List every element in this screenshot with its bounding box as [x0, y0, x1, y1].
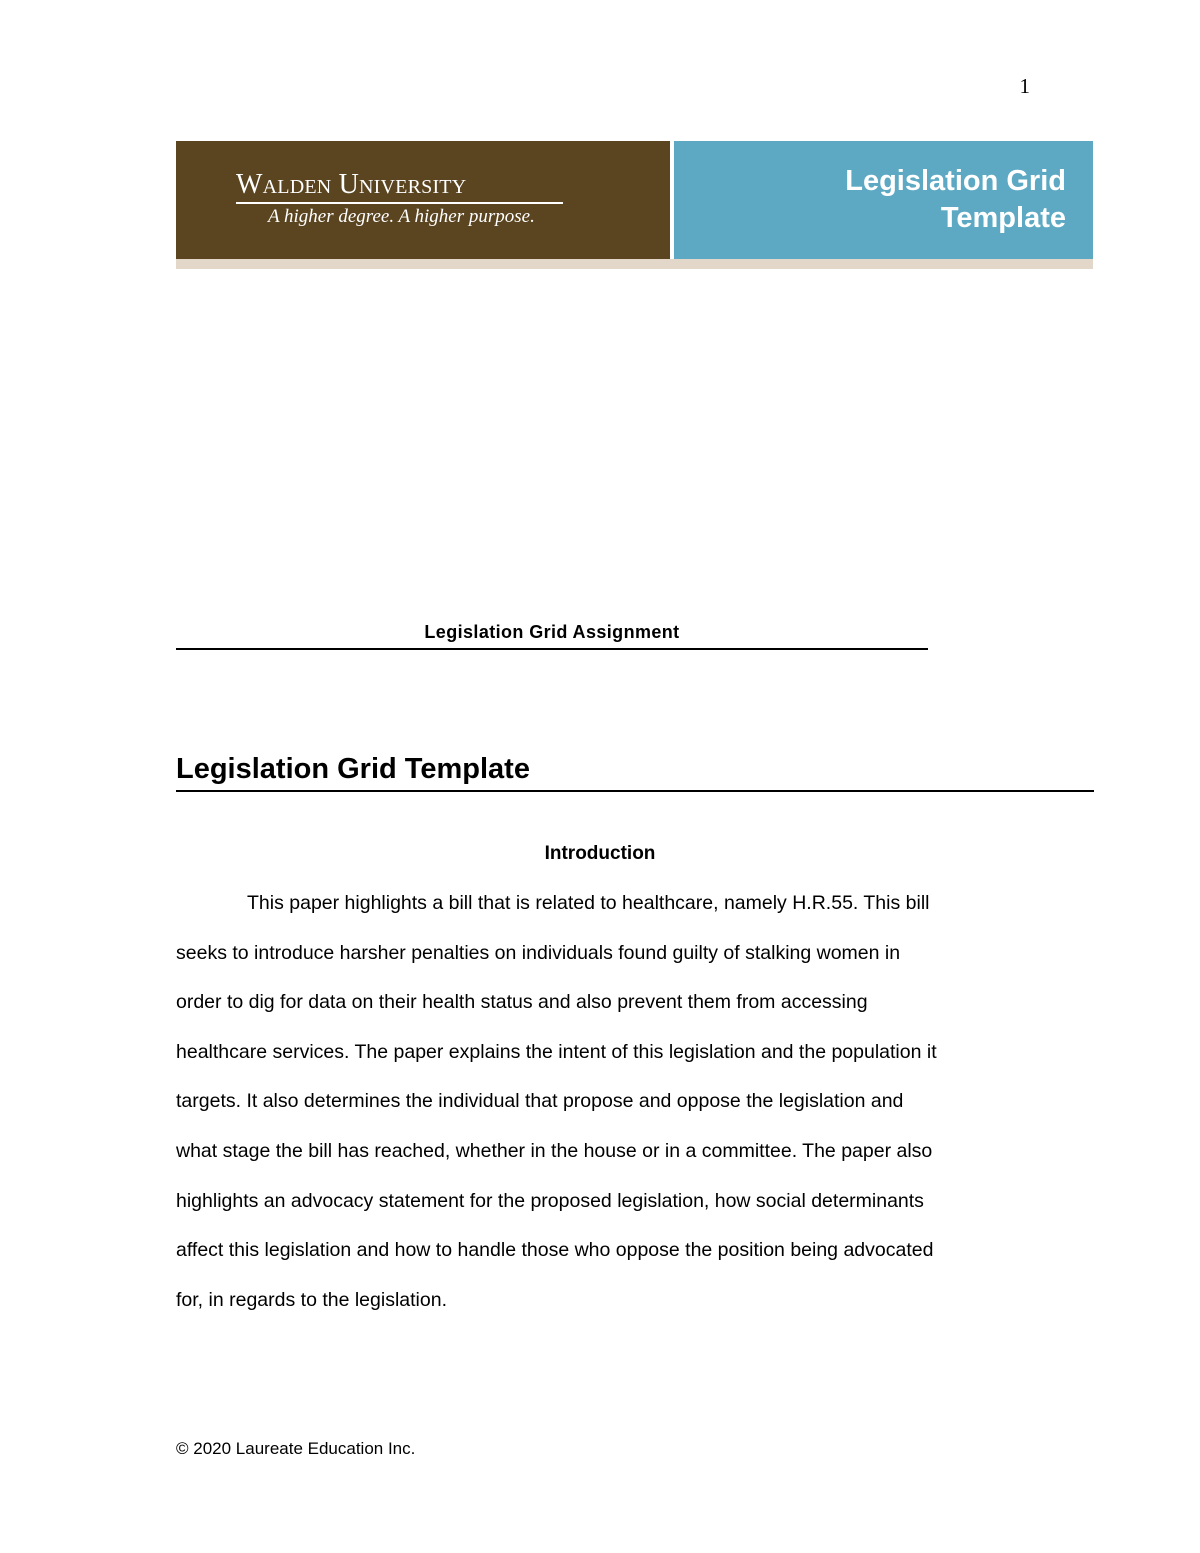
assignment-title: Legislation Grid Assignment	[176, 620, 928, 650]
paragraph-line: This paper highlights a bill that is related to healthcare, namely H.R.55. This bill	[247, 892, 930, 914]
banner-title	[686, 163, 1066, 237]
paragraph-line: order to dig for data on their health status and also prevent them from accessing	[176, 991, 868, 1014]
logo-name: Walden University	[236, 169, 467, 200]
logo-tagline: A higher degree. A higher purpose.	[268, 206, 535, 227]
document-heading: Legislation Grid Template	[176, 750, 1094, 792]
copyright-footer: © 2020 Laureate Education Inc.	[176, 1439, 416, 1458]
paragraph-line: targets. It also determines the individual that propose and oppose the legislation and	[176, 1090, 904, 1113]
paragraph-line: healthcare services. The paper explains the intent of this legislation and the population it	[176, 1040, 937, 1063]
introduction-paragraph	[176, 889, 1036, 1335]
paragraph-line: what stage the bill has reached, whether in the house or in a committee. The paper also	[176, 1139, 933, 1162]
banner-title-line2: Template	[940, 202, 1066, 234]
page-number: 1	[1019, 74, 1030, 98]
paragraph-line: affect this legislation and how to handle those who oppose the position being advocated	[176, 1239, 934, 1262]
paragraph-line: seeks to introduce harsher penalties on individuals found guilty of stalking women in	[176, 941, 901, 964]
header-banner	[176, 141, 1093, 269]
section-heading-introduction: Introduction	[544, 843, 656, 864]
banner-bottom-strip	[176, 259, 1093, 269]
walden-university-logo	[236, 168, 566, 230]
banner-title-line1: Legislation Grid	[845, 165, 1066, 197]
banner-title-panel	[674, 141, 1093, 259]
banner-logo-panel	[176, 141, 670, 259]
paragraph-line: highlights an advocacy statement for the proposed legislation, how social determinants	[176, 1189, 924, 1212]
paragraph-line: for, in regards to the legislation.	[176, 1288, 447, 1311]
